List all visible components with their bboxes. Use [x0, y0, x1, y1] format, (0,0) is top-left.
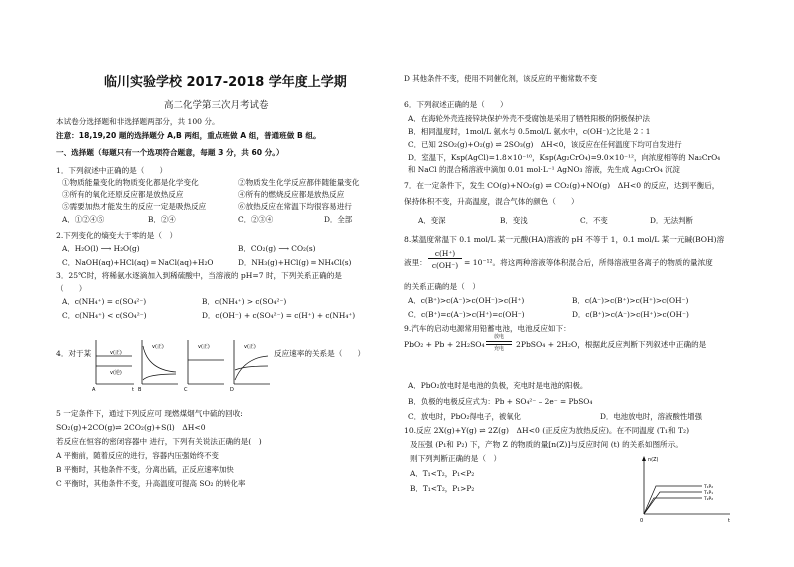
q5-question: 若反应在恒容的密闭容器中 进行，下列有关说法正确的是( ) [56, 437, 262, 446]
q10-curve-label: T₂P₂ [704, 497, 714, 502]
q4-graph-d[interactable] [230, 340, 270, 392]
page-title: 临川实验学校 2017-2018 学年度上学期 [104, 75, 347, 90]
q1-option-a[interactable]: A．①②④⑤ [62, 215, 105, 224]
svg-text:t: t [132, 387, 134, 392]
q4-label-vneg: v(逆) [110, 370, 122, 376]
q7-stem: 7．在一定条件下，发生 CO(g)+NO₂(g) ⇌ CO₂(g)+NO(g) ΔH<0 的反应，达到平衡后， [404, 181, 720, 190]
q4-graph-label-a: A [92, 387, 96, 392]
q10-question: 则下列判断正确的是（ ） [410, 454, 502, 463]
q4-graph-label-b: B [138, 387, 142, 392]
q5-option-a[interactable]: A 平衡前，随着反应的进行，容器内压强始终不变 [56, 451, 219, 460]
q10-option-a[interactable]: A．T₁<T₂，P₁<P₂ [410, 469, 475, 478]
q1-statement: ①物质能量变化的物质变化都是化学变化 [62, 178, 199, 187]
q8-option-d[interactable]: D．c(B⁺)>c(A⁻)>c(H⁺)>c(OH⁻) [572, 310, 689, 319]
q7-option-c[interactable]: C．不变 [580, 216, 608, 225]
q1-statement: ⑥放热反应在常温下均很容易进行 [238, 202, 352, 211]
q3-option-c[interactable]: C．c(NH₄⁺) < c(SO₄²⁻) [62, 311, 147, 320]
q2-option-d[interactable]: D．NH₃(g)+HCl(g) ═ NH₄Cl(s) [238, 258, 352, 267]
q3-paren: （ ） [56, 284, 87, 293]
svg-text:v(正): v(正) [244, 344, 256, 350]
q10-stem: 10.反应 2X(g)+Y(g) ⇌ 2Z(g) ΔH<0 (正反应为放热反应)。在不同温度 (T₁和 T₂) [404, 426, 690, 435]
q1-statement: ④所有的燃烧反应都是放热反应 [238, 190, 345, 199]
q4-graph-label-c: C [184, 387, 188, 392]
section-heading: 一、选择题（每题只有一个选项符合题意，每题 3 分，共 60 分。） [56, 148, 284, 157]
q10-graph-ylabel: n(Z) [648, 457, 659, 463]
notice-line: 注意：18,19,20 题的选择题分 A,B 两组，重点班做 A 组，普通班做 B 组。 [56, 131, 321, 140]
q8-fraction-denominator: c(OH⁻) [431, 261, 459, 270]
q1-statement: ⑤需要加热才能发生的反应一定是吸热反应 [62, 202, 207, 211]
q4-label-vpos: v(正) [110, 350, 122, 356]
q3-stem: 3．25℃时，将稀氨水逐滴加入到稀硫酸中，当溶液的 pH=7 时，下列关系正确的是 [56, 271, 342, 280]
q7-option-b[interactable]: B．变浅 [500, 216, 528, 225]
q6-option-a[interactable]: A．在海轮外壳连接锌块保护外壳不受腐蚀是采用了牺牲阳极的阴极保护法 [408, 114, 650, 123]
q4-graph-c[interactable] [184, 340, 224, 392]
q9-arrow-bottom: 充电 [493, 346, 504, 352]
q4-graph-label-d: D [230, 387, 234, 392]
q6-option-d[interactable]: D．室温下，Ksp(AgCl)=1.8×10⁻¹⁰，Ksp(Ag₂CrO₄)=9.0×10⁻¹²，向浓度相等的 Na₂CrO₄ [408, 153, 721, 162]
page-subtitle: 高二化学第三次月考试卷 [164, 100, 269, 111]
q8-fraction-numerator: c(H⁺) [428, 249, 462, 259]
q1-statement: ③所有的氧化还原反应都是放热反应 [62, 190, 184, 199]
q5-equation: SO₂(g)+2CO(g)⇌ 2CO₂(g)+S(l) ΔH<0 [56, 423, 206, 432]
svg-text:v(正): v(正) [198, 344, 210, 350]
q10-graph [632, 452, 734, 526]
q5-stem: 5 一定条件下，通过下列反应可 现燃煤烟气中硫的回收: [56, 409, 243, 418]
q8-option-a[interactable]: A．c(B⁺)>c(A⁻)>c(OH⁻)>c(H⁺) [408, 296, 525, 305]
reversible-arrow-icon [486, 341, 512, 345]
q4-stem-pre: 4．对于某 [56, 349, 92, 358]
q9-arrow [486, 334, 512, 352]
intro-line: 本试卷分选择题和非选择题两部分，共 100 分。 [56, 117, 220, 126]
q2-option-a[interactable]: A．H₂O(l) ⟶ H₂O(g) [62, 244, 140, 253]
q10-graph-origin: 0 [640, 518, 644, 524]
q7-option-d[interactable]: D．无法判断 [650, 216, 693, 225]
q10-curve-t1p1 [644, 492, 702, 514]
q2-stem: 2.下列变化的熵变大于零的是（ ） [56, 231, 178, 240]
q5-option-d[interactable]: D 其他条件不变，使用不同催化剂，该反应的平衡常数不变 [404, 74, 598, 83]
q4-graph-a[interactable] [92, 340, 134, 392]
q2-option-c[interactable]: C．NaOH(aq)+HCl(aq) ═ NaCl(aq)+H₂O [62, 258, 214, 267]
q1-statement: ②物质发生化学反应都伴随能量变化 [238, 178, 360, 187]
q9-equation-right: 2PbSO₄ + 2H₂O，根据此反应判断下列叙述中正确的是 [516, 340, 707, 349]
q3-option-b[interactable]: B．c(NH₄⁺) > c(SO₄²⁻) [202, 297, 287, 306]
q9-option-c[interactable]: C．放电时，PbO₂得电子，被氧化 [408, 412, 522, 421]
q10-option-b[interactable]: B．T₁<T₂，P₁>P₂ [410, 484, 475, 493]
q9-option-a[interactable]: A．PbO₂放电时是电池的负极，充电时是电池的阳极。 [408, 381, 588, 390]
q6-option-c[interactable]: C．已知 2SO₂(g)+O₂(g) ⇌ 2SO₃(g) ΔH<0，该反应在任何温度下均可自发进行 [408, 140, 682, 149]
svg-text:v(正): v(正) [152, 344, 164, 350]
q4-graphs [92, 336, 272, 392]
q1-option-c[interactable]: C．②③④ [238, 215, 274, 224]
q10-stem-cont: 及压强 (P₁和 P₂) 下，产物 Z 的物质的量[n(Z)]与反应时间 (t) 的关系如图所示。 [410, 440, 683, 449]
q9-option-d[interactable]: D．电池放电时，溶液酸性增强 [600, 412, 703, 421]
q7-stem-cont: 保持体积不变，升高温度，混合气体的颜色（ ） [404, 197, 579, 206]
q3-option-a[interactable]: A．c(NH₄⁺) = c(SO₄²⁻) [62, 297, 147, 306]
q8-stem: 8.某温度常温下 0.1 mol/L 某一元酸(HA)溶液的 pH 不等于 1，0.1 mol/L 某一元碱(BOH)溶 [404, 235, 725, 244]
q8-option-c[interactable]: C．c(B⁺)=c(A⁻)>c(H⁺)=c(OH⁻) [408, 310, 525, 319]
q1-stem: 1．下列叙述中正确的是（ ） [56, 166, 168, 175]
q7-option-a[interactable]: A．变深 [418, 216, 446, 225]
q6-option-d-cont: 和 NaCl 的混合稀溶液中滴加 0.01 mol·L⁻¹ AgNO₃ 溶液，先生成 Ag₂CrO₄ 沉淀 [408, 165, 680, 174]
q10-curve-t2p2 [644, 498, 702, 514]
q8-stem-pre: 液里： [404, 258, 427, 267]
q6-option-b[interactable]: B．相同温度时，1mol/L 氨水与 0.5mol/L 氨水中，c(OH⁻)之比是 2∶1 [408, 127, 651, 136]
q9-stem: 9.汽车的启动电源常用铅蓄电池，电池反应如下： [404, 324, 571, 333]
q5-option-b[interactable]: B 平衡时，其他条件不变，分离出硫，正反应速率加快 [56, 465, 234, 474]
q9-equation-left: PbO₂ + Pb + 2H₂SO₄ [404, 340, 485, 349]
q1-option-b[interactable]: B．②④ [148, 215, 176, 224]
q1-option-d[interactable]: D．全部 [324, 215, 353, 224]
q10-curve-label: T₁P₂ [704, 485, 714, 490]
q9-option-b[interactable]: B．负极的电极反应式为：Pb + SO₄²⁻ – 2e⁻ = PbSO₄ [408, 397, 593, 406]
q2-option-b[interactable]: B．CO₂(g) ⟶ CO₂(s) [238, 244, 316, 253]
q4-graph-b[interactable] [138, 340, 178, 392]
q9-arrow-top: 放电 [493, 334, 504, 340]
q8-stem-post: = 10⁻¹²。将这两种溶液等体积混合后，所得溶液里各离子的物质的量浓度 [464, 258, 713, 267]
q5-option-c[interactable]: C 平衡时，其他条件不变，升高温度可提高 SO₂ 的转化率 [56, 479, 246, 488]
q8-option-b[interactable]: B．c(A⁻)>c(B⁺)>c(H⁺)>c(OH⁻) [572, 296, 689, 305]
q4-stem-post: 反应速率的关系是（ ） [274, 349, 366, 358]
q10-curve-label: T₁P₁ [704, 491, 714, 496]
q8-question: 的关系正确的是（ ） [404, 282, 480, 291]
q6-stem: 6．下列叙述正确的是（ ） [404, 100, 508, 109]
q3-option-d[interactable]: D．c(OH⁻) + c(SO₄²⁻) = c(H⁺) + c(NH₄⁺) [202, 311, 356, 320]
q10-graph-xlabel: t [728, 518, 730, 524]
